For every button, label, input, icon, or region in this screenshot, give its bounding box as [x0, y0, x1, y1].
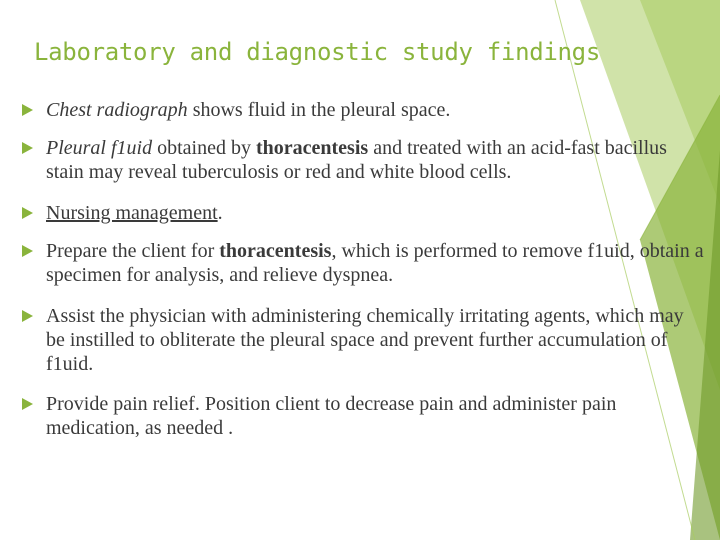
triangle-right-icon	[22, 104, 33, 116]
bullet-item	[18, 304, 704, 376]
triangle-right-icon	[22, 245, 33, 257]
bullet-item	[18, 392, 704, 440]
bullet-text: , which is performed to remove f1uid, obtain a specimen for analysis, and relieve dyspnea.	[46, 240, 704, 286]
bullet-item	[18, 239, 704, 287]
bullet-text: Assist the physician with administering chemically irritating agents, which may be instilled to obliterate the pleural space and prevent further accumulation of f1uid.	[46, 305, 684, 375]
bullet-text-bold: thoracentesis	[219, 240, 332, 262]
bullet-item	[18, 201, 704, 225]
bullet-text: obtained by	[152, 137, 256, 159]
bullet-text: .	[217, 202, 223, 224]
triangle-right-icon	[22, 207, 33, 219]
bullet-text: and treated with an acid-fast bacillus stain may reveal tuberculosis or red and white blood cells.	[46, 137, 667, 183]
bullet-list	[18, 98, 704, 440]
bullet-item	[18, 98, 704, 122]
bullet-item	[18, 136, 704, 184]
bullet-text: Prepare the client for	[46, 240, 220, 262]
bullet-text-italic: Chest radiograph	[46, 99, 188, 121]
triangle-right-icon	[22, 310, 33, 322]
bullet-text: shows fluid in the pleural space.	[187, 99, 451, 121]
triangle-right-icon	[22, 142, 33, 154]
bullet-text-bold: thoracentesis	[255, 137, 369, 159]
bullet-text: Provide pain relief. Position client to decrease pain and administer pain medication, as needed .	[46, 393, 617, 439]
bullet-text-italic: Pleural f1uid	[46, 137, 153, 159]
slide-title: Laboratory and diagnostic study findings	[34, 38, 600, 66]
bullet-text-underlined: Nursing management	[46, 202, 218, 224]
triangle-right-icon	[22, 398, 33, 410]
